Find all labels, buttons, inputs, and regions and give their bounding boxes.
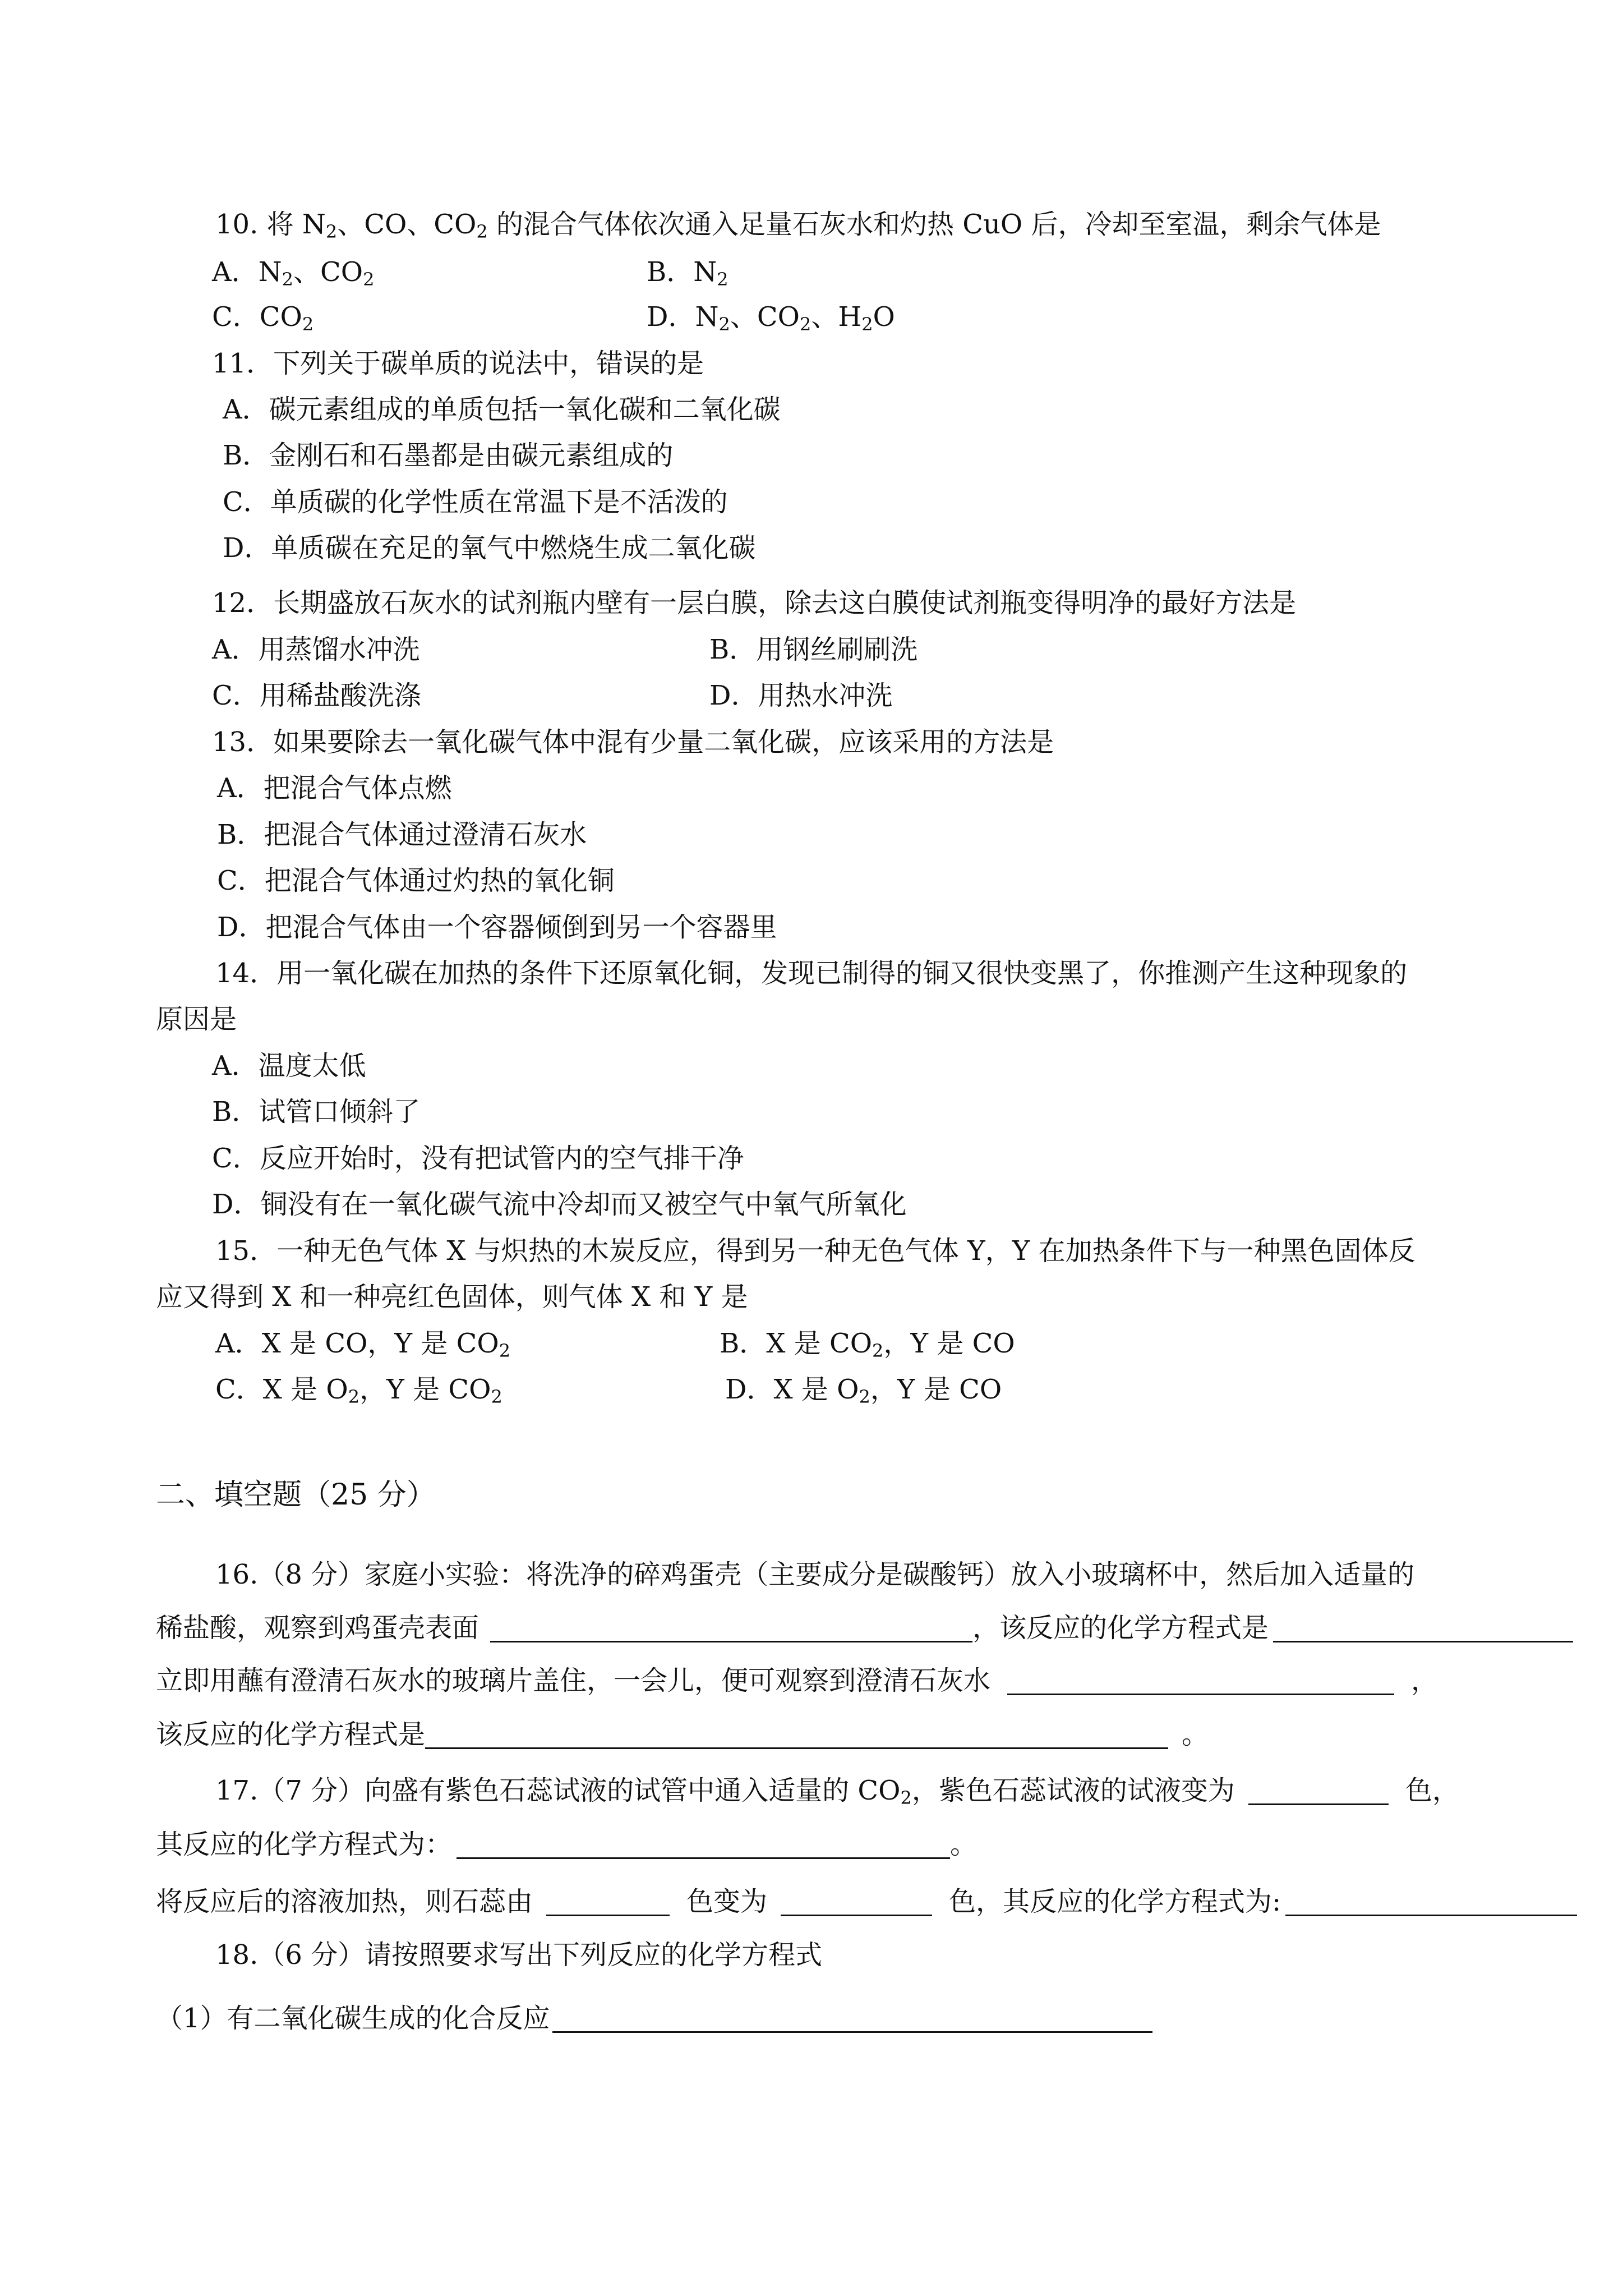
q15-option-a: A．X 是 CO，Y 是 $CO_2$ <box>215 1328 511 1361</box>
q18-item1: （1）有二氧化碳生成的化合反应 <box>156 2001 1152 2035</box>
q10-option-b: B．$N_2$ <box>647 256 728 290</box>
section2-title: 二、填空题（25 分） <box>156 1478 436 1512</box>
q16-blank-limewater[interactable] <box>1007 1664 1394 1695</box>
q13-option-c: C．把混合气体通过灼热的氧化铜 <box>217 865 615 896</box>
q15-option-b: B．X 是 $CO_2$，Y 是 CO <box>720 1328 1015 1361</box>
q11-option-b: B．金刚石和石墨都是由碳元素组成的 <box>223 440 674 471</box>
q13-stem: 13．如果要除去一氧化碳气体中混有少量二氧化碳，应该采用的方法是 <box>212 726 1054 758</box>
q12-option-a: A．用蒸馏水冲洗 <box>212 634 420 665</box>
q17-line1: 17.（7 分）向盛有紫色石蕊试液的试管中通入适量的 $CO_2$，紫色石蕊试液的试液变为 色， <box>215 1775 1459 1809</box>
q14-stem-line1: 14．用一氧化碳在加热的条件下还原氧化铜，发现已制得的铜又很快变黑了，你推测产生这种现象的 <box>215 958 1408 989</box>
q10-stem: 10. 将 $N_2$、CO、$CO_2$ 的混合气体依次通入足量石灰水和灼热 CuO 后，冷却至室温，剩余气体是 <box>215 209 1381 242</box>
q17-blank-to-color[interactable] <box>781 1885 932 1916</box>
q14-stem-line2: 原因是 <box>156 1004 237 1035</box>
q16-blank-equation1[interactable] <box>1273 1612 1573 1642</box>
q13-option-a: A．把混合气体点燃 <box>217 772 452 804</box>
q15-stem-line2: 应又得到 X 和一种亮红色固体，则气体 X 和 Y 是 <box>156 1281 748 1313</box>
q17-blank-from-color[interactable] <box>546 1885 670 1916</box>
q15-option-c: C．X 是 $O_2$，Y 是 $CO_2$ <box>215 1374 502 1407</box>
q17-line2: 其反应的化学方程式为： 。 <box>156 1829 978 1860</box>
q10-option-a: A．$N_2$、$CO_2$ <box>212 256 375 290</box>
q12-stem: 12．长期盛放石灰水的试剂瓶内壁有一层白膜，除去这白膜使试剂瓶变得明净的最好方法是 <box>212 587 1297 619</box>
q16-blank-equation2[interactable] <box>425 1718 1168 1749</box>
q12-option-d: D．用热水冲洗 <box>709 680 893 711</box>
q16-line4: 该反应的化学方程式是 。 <box>156 1719 1209 1750</box>
q16-line1: 16.（8 分）家庭小实验：将洗净的碎鸡蛋壳（主要成分是碳酸钙）放入小玻璃杯中，然后加入适量的 <box>215 1559 1415 1590</box>
q16-line2: 稀盐酸，观察到鸡蛋壳表面 ，该反应的化学方程式是 <box>156 1611 1573 1645</box>
q11-option-d: D．单质碳在充足的氧气中燃烧生成二氧化碳 <box>223 532 756 564</box>
q18-blank-item1[interactable] <box>552 2002 1152 2033</box>
q14-option-a: A．温度太低 <box>212 1050 366 1082</box>
q14-option-c: C．反应开始时，没有把试管内的空气排干净 <box>212 1143 744 1174</box>
q16-blank-observation[interactable] <box>490 1612 972 1642</box>
q11-stem: 11．下列关于碳单质的说法中，错误的是 <box>212 348 704 379</box>
q11-option-c: C．单质碳的化学性质在常温下是不活泼的 <box>223 486 728 518</box>
q15-stem-line1: 15．一种无色气体 X 与炽热的木炭反应，得到另一种无色气体 Y，Y 在加热条件下与一种黑色固体反 <box>215 1235 1415 1267</box>
q18-stem: 18.（6 分）请按照要求写出下列反应的化学方程式 <box>215 1939 823 1971</box>
q12-option-b: B．用钢丝刷刷洗 <box>709 634 918 665</box>
q10-option-d: D．$N_2$、$CO_2$、$H_2O$ <box>647 301 895 335</box>
q13-option-b: B．把混合气体通过澄清石灰水 <box>217 819 587 850</box>
q11-option-a: A．碳元素组成的单质包括一氧化碳和二氧化碳 <box>223 394 781 425</box>
q13-option-d: D．把混合气体由一个容器倾倒到另一个容器里 <box>217 912 777 943</box>
q14-option-d: D．铜没有在一氧化碳气流中冷却而又被空气中氧气所氧化 <box>212 1189 907 1220</box>
q15-option-d: D．X 是 $O_2$，Y 是 CO <box>725 1374 1002 1407</box>
q12-option-c: C．用稀盐酸洗涤 <box>212 680 421 711</box>
q17-line3: 将反应后的溶液加热，则石蕊由 色变为 色，其反应的化学方程式为: <box>156 1885 1577 1918</box>
q17-blank-equation2[interactable] <box>1285 1885 1577 1916</box>
q17-blank-color[interactable] <box>1248 1774 1389 1805</box>
q16-line3: 立即用蘸有澄清石灰水的玻璃片盖住，一会儿，便可观察到澄清石灰水 ， <box>156 1665 1438 1696</box>
q14-option-b: B．试管口倾斜了 <box>212 1096 421 1128</box>
q17-blank-equation1[interactable] <box>457 1828 950 1859</box>
q10-option-c: C．$CO_2$ <box>212 301 314 335</box>
